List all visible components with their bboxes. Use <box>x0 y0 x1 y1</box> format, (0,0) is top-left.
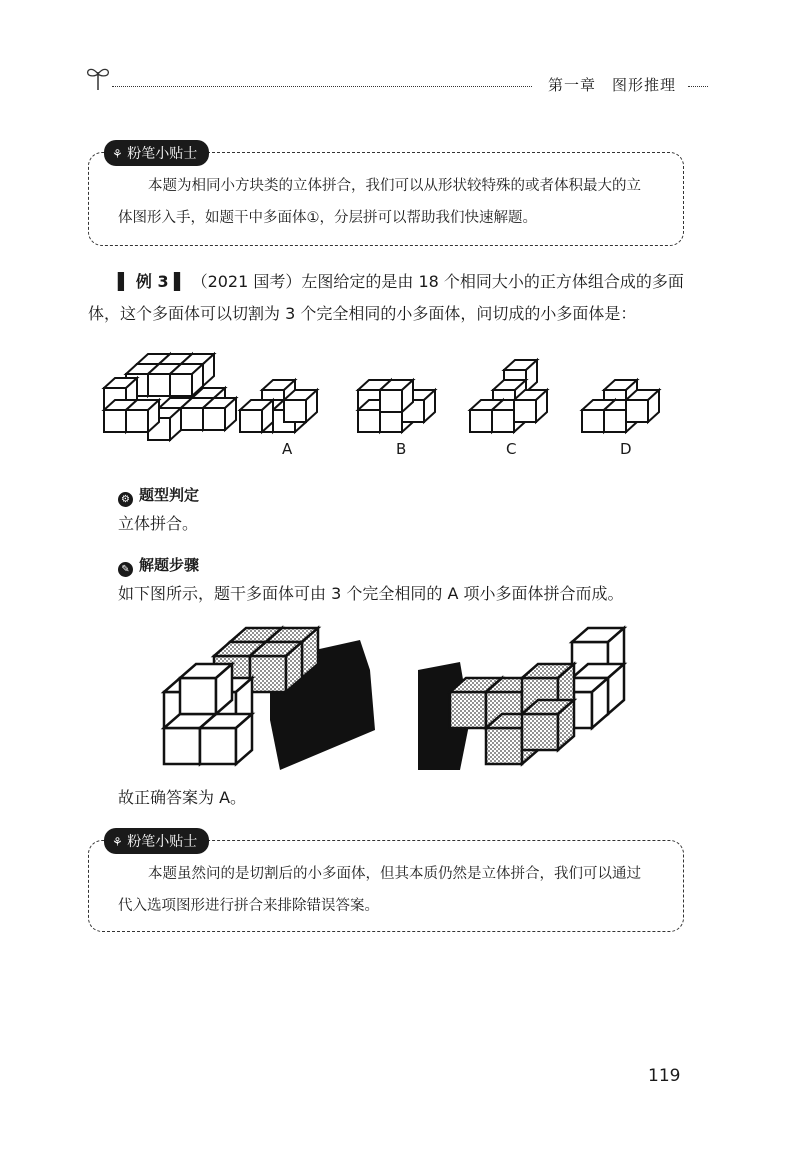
option-c-figure <box>470 360 547 432</box>
option-label-c: C <box>506 440 517 458</box>
section-body: 如下图所示，题干多面体可由 3 个完全相同的 A 项小多面体拼合而成。 <box>118 584 624 603</box>
tip-label: ⚘ 粉笔小贴士 <box>104 828 209 854</box>
target-icon: ⚙ <box>118 492 133 507</box>
solution-figure <box>160 620 630 780</box>
option-b-figure <box>358 380 435 432</box>
header-rule <box>112 86 532 87</box>
chapter-title: 第一章 图形推理 <box>548 76 677 94</box>
solution-right <box>418 628 624 770</box>
example-line: ▌ 例 3 ▌ （2021 国考）左图给定的是由 18 个相同大小的正方体组合成的多面 <box>118 272 684 291</box>
section-heading: ⚙ 题型判定 <box>118 484 199 507</box>
solution-left <box>164 628 375 770</box>
section-body: 立体拼合。 <box>118 514 199 533</box>
option-label-d: D <box>620 440 632 458</box>
option-d-figure <box>582 380 659 432</box>
answer-line: 故正确答案为 A。 <box>118 788 247 807</box>
sprout-icon: ⚘ <box>112 147 123 161</box>
pencil-icon: ✎ <box>118 562 133 577</box>
tip-text-line: 本题为相同小方块类的立体拼合，我们可以从形状较特殊的或者体积最大的立 <box>148 178 641 194</box>
tip-text-line: 代入选项图形进行拼合来排除错误答案。 <box>118 898 379 914</box>
section-heading: ✎ 解题步骤 <box>118 554 199 577</box>
tip-text-line: 体图形入手，如题干中多面体①，分层拼可以帮助我们快速解题。 <box>118 210 537 226</box>
tip-label: ⚘ 粉笔小贴士 <box>104 140 209 166</box>
sprout-icon: ⚘ <box>112 835 123 849</box>
main-polyhedron <box>104 354 236 440</box>
sprout-icon <box>84 62 112 92</box>
tip-text-line: 本题虽然问的是切割后的小多面体，但其本质仍然是立体拼合，我们可以通过 <box>148 866 641 882</box>
example-tag: ▌ 例 3 ▌ <box>118 272 187 291</box>
example-line: 体，这个多面体可以切割为 3 个完全相同的小多面体，问切成的小多面体是： <box>88 304 637 323</box>
page-number: 119 <box>648 1066 681 1086</box>
option-a-figure <box>240 380 317 432</box>
header-rule-end <box>688 86 708 87</box>
option-label-b: B <box>396 440 407 458</box>
option-label-a: A <box>282 440 293 458</box>
